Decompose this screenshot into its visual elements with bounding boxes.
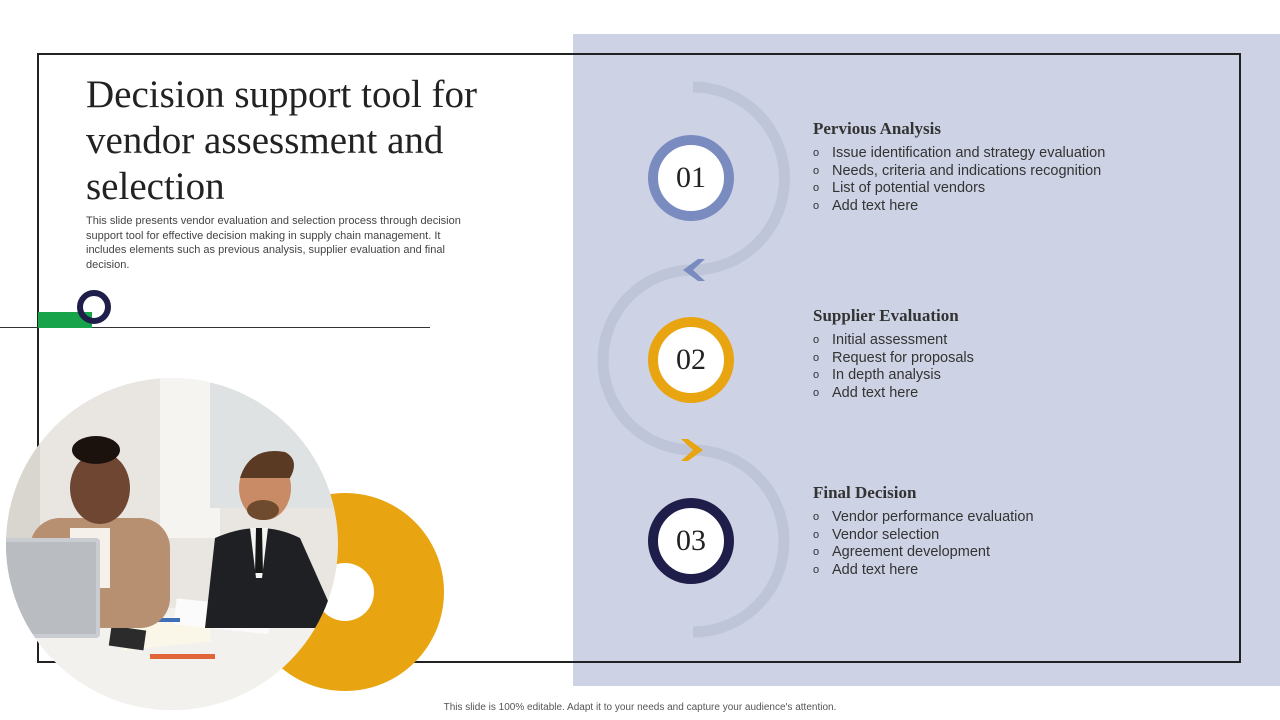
list-item-text: Add text here <box>832 197 919 214</box>
footer-note: This slide is 100% editable. Adapt it to your needs and capture your audience's attention. <box>443 702 837 713</box>
bullet-icon: o <box>813 511 820 523</box>
photo-group <box>0 378 460 720</box>
step-list <box>813 145 1193 215</box>
list-item <box>813 163 1193 181</box>
step-number-03: 03 <box>648 498 734 584</box>
list-item <box>813 527 1193 545</box>
bullet-icon: o <box>813 164 820 177</box>
slide-description: This slide presents vendor evaluation and selection process through decision support tool for effective decision making in supply chain management. It includes elements such as previous analysis, supplier evaluation and final decision. <box>86 215 461 271</box>
step-heading: Supplier Evaluation <box>813 306 959 325</box>
bullet-icon: o <box>813 147 820 159</box>
list-item <box>813 180 1193 198</box>
bullet-icon: o <box>813 386 820 399</box>
list-item-text: Add text here <box>832 384 919 401</box>
bullet-icon: o <box>813 351 820 364</box>
list-item <box>813 544 1193 562</box>
step-number-01: 01 <box>648 135 734 221</box>
step-final-decision <box>813 483 1193 579</box>
bullet-icon: o <box>813 369 820 381</box>
bullet-icon: o <box>813 182 820 194</box>
list-item <box>813 562 1193 580</box>
list-item-text: Add text here <box>832 561 919 578</box>
bullet-icon: o <box>813 528 820 541</box>
ring-decoration <box>77 290 111 324</box>
step-number-02: 02 <box>648 317 734 403</box>
list-item-text: Agreement development <box>832 544 990 560</box>
list-item <box>813 350 1193 368</box>
step-list <box>813 509 1193 579</box>
list-item-text: List of potential vendors <box>832 180 986 196</box>
slide-title: Decision support tool for vendor assessment and selection <box>86 73 478 208</box>
list-item <box>813 145 1193 163</box>
step-list <box>813 332 1193 402</box>
step-previous-analysis <box>813 119 1193 215</box>
list-item-text: Needs, criteria and indications recognition <box>832 162 1102 179</box>
bullet-icon: o <box>813 546 820 558</box>
list-item-text: In depth analysis <box>832 367 941 383</box>
list-item <box>813 332 1193 350</box>
list-item-text: Initial assessment <box>832 332 948 348</box>
bullet-icon: o <box>813 199 820 212</box>
list-item <box>813 367 1193 385</box>
step-heading: Final Decision <box>813 483 917 502</box>
list-item-text: Request for proposals <box>832 349 974 366</box>
step-supplier-evaluation <box>813 306 1193 402</box>
list-item-text: Vendor selection <box>832 526 940 543</box>
list-item-text: Issue identification and strategy evaluation <box>832 145 1106 161</box>
bullet-icon: o <box>813 563 820 576</box>
list-item <box>813 198 1193 216</box>
bullet-icon: o <box>813 334 820 346</box>
list-item <box>813 385 1193 403</box>
list-item <box>813 509 1193 527</box>
step-heading: Pervious Analysis <box>813 119 941 138</box>
list-item-text: Vendor performance evaluation <box>832 509 1034 525</box>
photo-illustration <box>0 378 460 720</box>
